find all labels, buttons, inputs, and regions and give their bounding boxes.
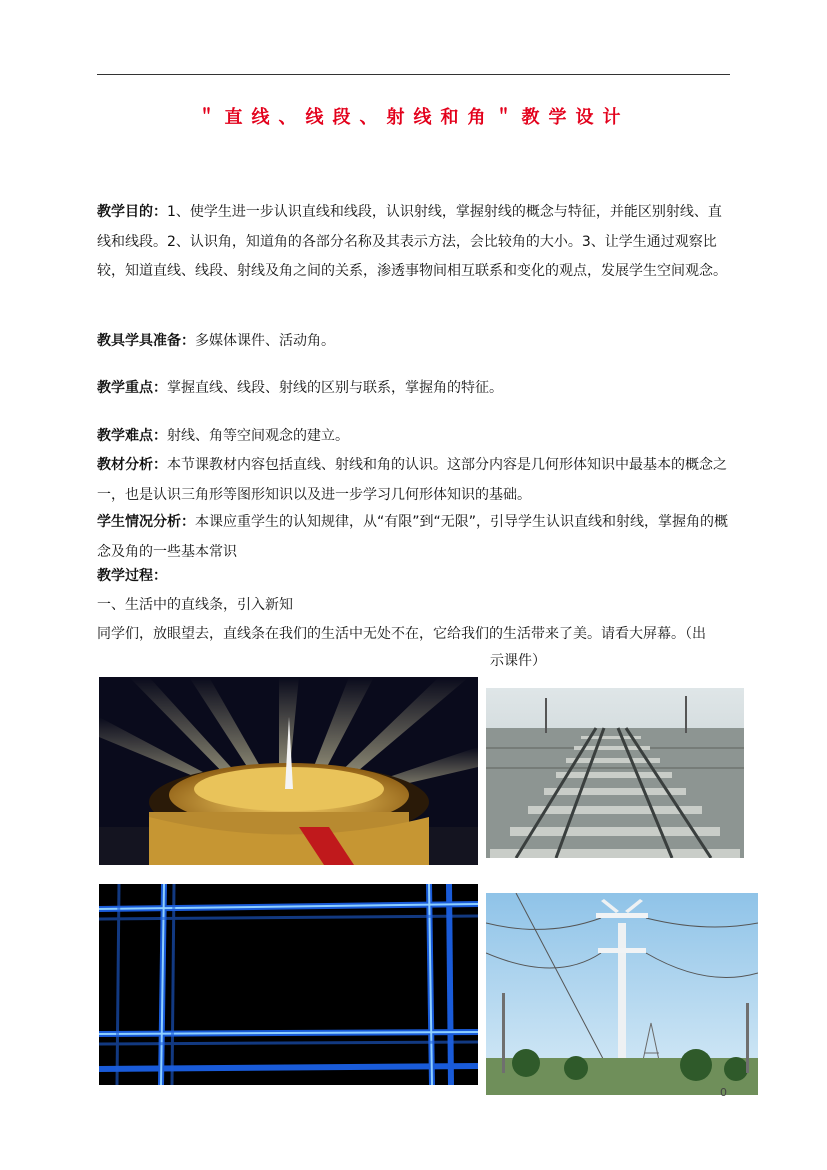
material-text: 本节课教材内容包括直线、射线和角的认识。这部分内容是几何形体知识中最基本的概念之一，也是认识三角形等图形知识以及进一步学习几何形体知识的基础。 [97, 457, 727, 503]
tools-label: 教具学具准备： [97, 333, 195, 349]
document-title: ＂直线、线段、射线和角＂教学设计 [197, 107, 630, 128]
tools-text: 多媒体课件、活动角。 [195, 333, 335, 349]
power-pylon-image [486, 893, 758, 1095]
objective-paragraph [97, 198, 733, 287]
step1-heading: 一、生活中的直线条，引入新知 [97, 597, 293, 613]
header-rule [97, 74, 730, 75]
material-label: 教材分析： [97, 457, 167, 473]
objective-text: 1、使学生进一步认识直线和线段，认识射线，掌握射线的概念与特征，并能区别射线、直线和线段。2、认识角，知道角的各部分名称及其表示方法，会比较角的大小。3、让学生通过观察比较，知道直线、线段、射线及角之间的关系，渗透事物间相互联系和变化的观点，发展学生空间观念。 [97, 204, 727, 279]
process-label: 教学过程： [97, 568, 167, 584]
material-paragraph [97, 451, 733, 510]
student-paragraph [97, 508, 733, 567]
process-heading [97, 562, 733, 592]
step1-text: 同学们，放眼望去，直线条在我们的生活中无处不在，它给我们的生活带来了美。请看大屏幕。（出 [97, 626, 706, 642]
stage-lights-image [99, 677, 478, 865]
difficult-label: 教学难点： [97, 428, 167, 444]
key-label: 教学重点： [97, 380, 167, 396]
key-text: 掌握直线、线段、射线的区别与联系，掌握角的特征。 [167, 380, 503, 396]
tools-paragraph [97, 327, 733, 357]
student-text: 本课应重学生的认知规律，从“有限”到“无限”，引导学生认识直线和射线，掌握角的概念及角的一些基本常识 [97, 514, 729, 560]
difficult-paragraph [97, 422, 733, 452]
difficult-text: 射线、角等空间观念的建立。 [167, 428, 349, 444]
student-label: 学生情况分析： [97, 514, 195, 530]
key-paragraph [97, 374, 733, 404]
railway-image [486, 688, 744, 858]
step1-text-continued: 示课件） [490, 653, 546, 669]
blue-grid-image [99, 884, 478, 1085]
page-number: 0 [720, 1086, 727, 1099]
objective-label: 教学目的： [97, 204, 167, 220]
